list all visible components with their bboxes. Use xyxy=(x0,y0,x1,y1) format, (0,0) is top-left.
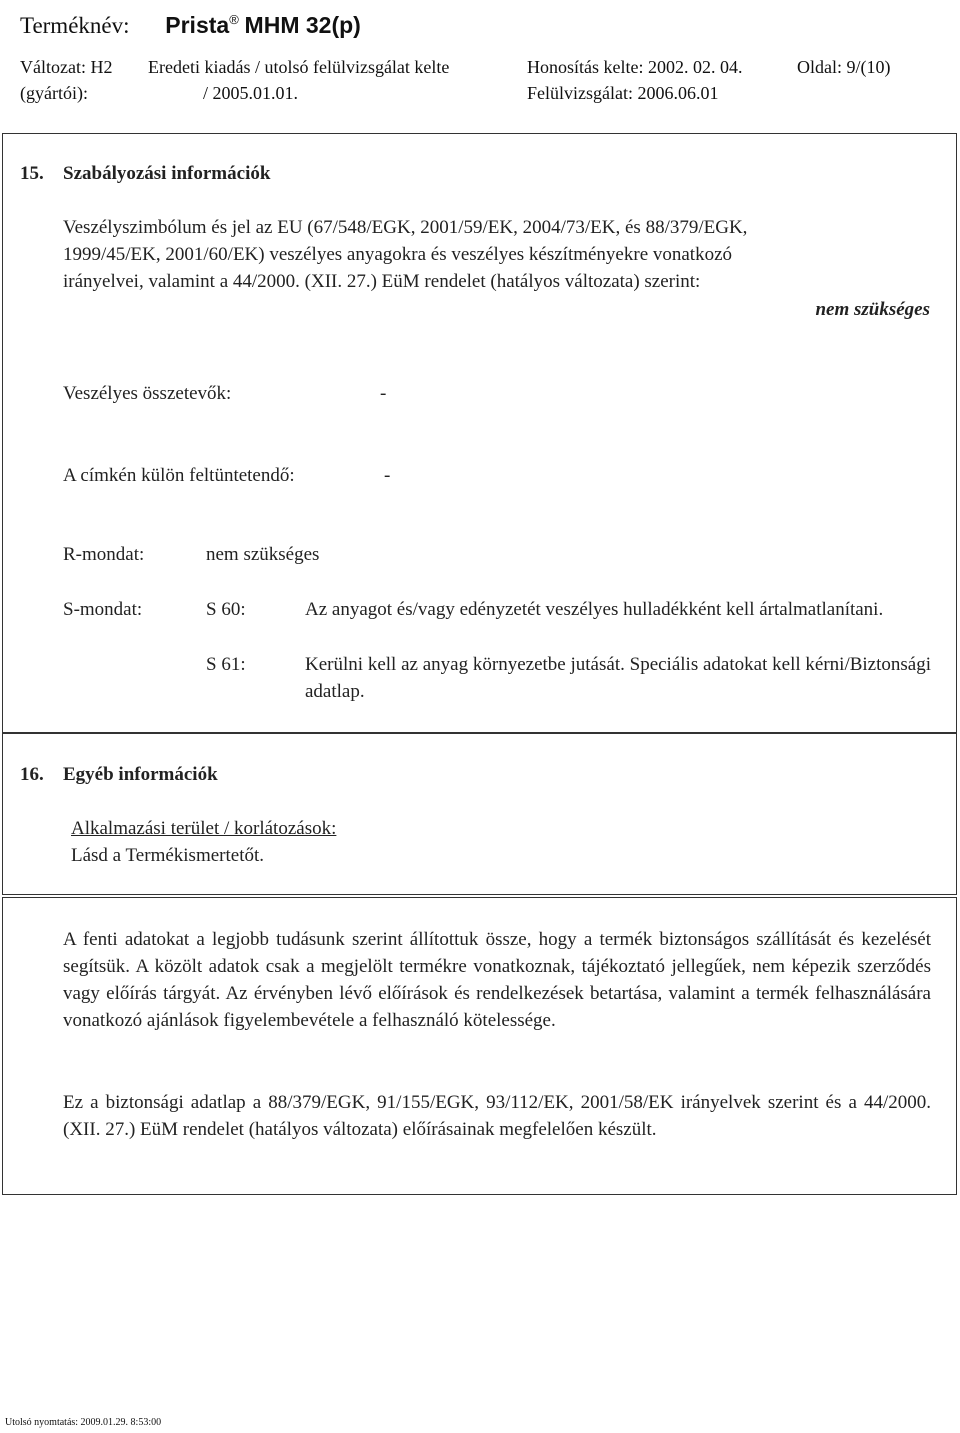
last-printed: Utolsó nyomtatás: 2009.01.29. 8:53:00 xyxy=(5,1417,162,1428)
review-date: Felülvizsgálat: 2006.06.01 xyxy=(527,83,719,103)
intro-line-1: Veszélyszimbólum és jel az EU (67/548/EGK, 2001/59/EK, 2004/73/EK, és 88/379/EGK, xyxy=(63,217,748,238)
approval-date: Honosítás kelte: 2002. 02. 04. xyxy=(527,57,743,77)
issue-label-2: (gyártói): xyxy=(20,83,88,103)
label-mark-value: - xyxy=(384,465,391,486)
hazardous-components-value: - xyxy=(380,383,387,404)
registered-mark: ® xyxy=(229,12,239,27)
intro-line-2: 1999/45/EK, 2001/60/EK) veszélyes anyagokra és veszélyes készítményekre vonatkozó xyxy=(63,244,733,265)
section-15-title: Szabályozási információk xyxy=(63,163,271,184)
s61-text: Kerülni kell az anyag környezetbe jutását. Speciális adatokat kell kérni/Biztonsági adatlap. xyxy=(305,654,931,702)
section-16-number: 16. xyxy=(20,764,44,785)
s-phrase-label: S-mondat: xyxy=(63,599,143,620)
r-phrase-label: R-mondat: xyxy=(63,544,145,565)
r-phrase-value: nem szükséges xyxy=(206,544,320,565)
s61-code: S 61: xyxy=(206,654,246,675)
section-15-number: 15. xyxy=(20,163,44,184)
disclaimer-paragraph-1: A fenti adatokat a legjobb tudásunk szerint állítottuk össze, hogy a termék biztonságos szállítását és kezelését segítsük. A közölt adatok csak a megjelölt termékre vonatkoznak, tájékoztató jellegűek, nem képezik szerződés vagy előírás tárgyát. Az érvényben lévő előírások és rendelkezések betartása, valamint a termék felhasználására vonatkozó ajánlások figyelembevétele a felhasználó kötelessége. xyxy=(63,929,931,1031)
usage-text: Lásd a Termékismertetőt. xyxy=(71,845,265,866)
issue-date: / 2005.01.01. xyxy=(203,83,299,103)
page-number: Oldal: 9/(10) xyxy=(797,57,891,77)
label-mark-label: A címkén külön feltüntetendő: xyxy=(63,465,295,486)
version: Változat: H2 xyxy=(20,57,113,77)
intro-value: nem szükséges xyxy=(815,299,930,320)
usage-title: Alkalmazási terület / korlátozások: xyxy=(71,818,337,839)
product-header xyxy=(20,12,361,39)
product-name: Prista xyxy=(165,12,230,38)
disclaimer-paragraph-2: Ez a biztonsági adatlap a 88/379/EGK, 91/155/EGK, 93/112/EK, 2001/58/EK irányelvek szerint és a 44/2000. (XII. 27.) EüM rendelet (hatályos változata) előírásainak megfelelően készült. xyxy=(63,1092,931,1140)
product-model: MHM 32(p) xyxy=(244,12,361,38)
s60-text: Az anyagot és/vagy edényzetét veszélyes hulladékként kell ártalmatlanítani. xyxy=(305,599,884,620)
s60-code: S 60: xyxy=(206,599,246,620)
product-label: Terméknév: xyxy=(20,13,130,38)
section-16-frame xyxy=(2,733,957,895)
issue-label: Eredeti kiadás / utolsó felülvizsgálat kelte xyxy=(148,57,450,77)
hazardous-components-label: Veszélyes összetevők: xyxy=(63,383,232,404)
section-16-title: Egyéb információk xyxy=(63,764,218,785)
intro-line-3: irányelvei, valamint a 44/2000. (XII. 27.) EüM rendelet (hatályos változata) szerint: xyxy=(63,271,701,292)
